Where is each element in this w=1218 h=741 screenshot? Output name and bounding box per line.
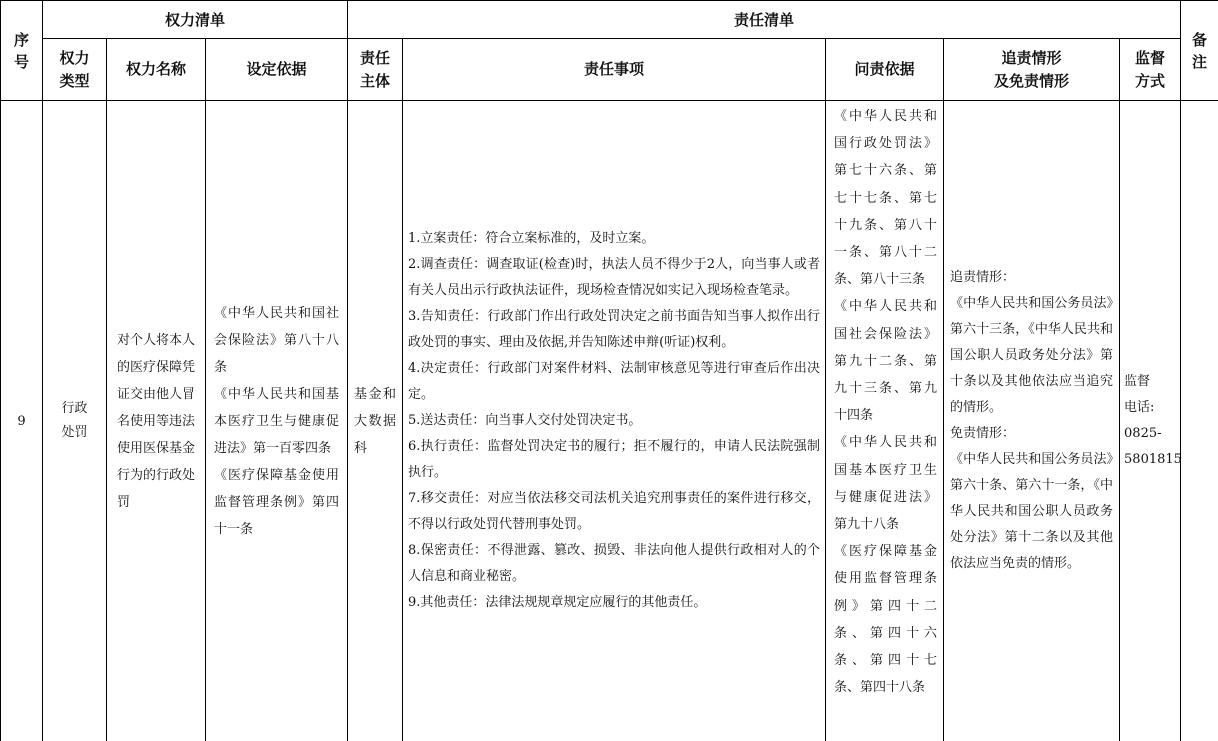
accountability-text: 《中华人民共和国行政处罚法》第七十六条、第七十七条、第七十九条、第八十一条、第八十二条、第八十三条 《中华人民共和国社会保险法》第九十二条、第九十三条、第九十四条 《中华人民共和国基本医疗卫生与健康促进法》第九十八条 《医疗保障基金使用监督管理条例》第四十二条、第四十六条、第四十七条、第四十八条 xyxy=(834,109,938,696)
header-accountability-basis: 问责依据 xyxy=(826,39,944,101)
header-responsible-subject: 责任 主体 xyxy=(348,39,403,101)
supervision-text: 监督 电话: 0825- 5801815 xyxy=(1124,374,1182,467)
cell-accountability-basis xyxy=(826,101,944,741)
header-row-1 xyxy=(1,1,1218,39)
cell-seq: 9 xyxy=(1,101,43,741)
header-basis: 设定依据 xyxy=(206,39,348,101)
subject-text: 基金和大数据科 xyxy=(354,386,397,456)
basis-text: 《中华人民共和国社会保险法》第八十八条 《中华人民共和国基本医疗卫生与健康促进法》第一百零四条 《医疗保障基金使用监督管理条例》第四十一条 xyxy=(214,305,340,537)
header-power-type: 权力 类型 xyxy=(43,39,107,101)
header-seq: 序 号 xyxy=(1,1,43,101)
list-item: 1.立案责任：符合立案标准的，及时立案。 xyxy=(408,231,655,246)
cell-remarks xyxy=(1181,101,1218,741)
cell-responsibility-items xyxy=(403,101,826,741)
header-row-2 xyxy=(1,39,1218,101)
list-item: 9.其他责任：法律法规规章规定应履行的其他责任。 xyxy=(408,595,707,610)
list-item: 8.保密责任：不得泄露、篡改、损毁、非法向他人提供行政相对人的个人信息和商业秘密。 xyxy=(408,543,821,584)
header-supervision: 监督 方式 xyxy=(1120,39,1181,101)
header-power-name: 权力名称 xyxy=(107,39,206,101)
header-responsibility-list: 责任清单 xyxy=(348,1,1181,39)
cell-power-name xyxy=(107,101,206,741)
header-power-list: 权力清单 xyxy=(43,1,348,39)
table-row xyxy=(1,101,1218,741)
list-item: 5.送达责任：向当事人交付处罚决定书。 xyxy=(408,413,642,428)
list-item: 6.执行责任：监督处罚决定书的履行；拒不履行的，申请人民法院强制执行。 xyxy=(408,439,821,480)
header-remarks: 备 注 xyxy=(1181,1,1218,101)
list-item: 2.调查责任：调查取证(检查)时，执法人员不得少于2人，向当事人或者有关人员出示行政执法证件，现场检查情况如实记入现场检查笔录。 xyxy=(408,257,821,298)
pursuit-text: 追责情形： 《中华人民共和国公务员法》第六十三条，《中华人民共和国公职人员政务处分法》第十条以及其他依法应当追究的情形。 免责情形： 《中华人民共和国公务员法》第六十条、第六十一条，《中华人民共和国公职人员政务处分法》第十二条以及其他依法应当免责的情形。 xyxy=(950,270,1114,571)
header-pursuit-exemption: 追责情形 及免责情形 xyxy=(944,39,1120,101)
list-item: 3.告知责任：行政部门作出行政处罚决定之前书面告知当事人拟作出行政处罚的事实、理由及依据,并告知陈述申辩(听证)权利。 xyxy=(408,309,821,350)
list-item: 4.决定责任：行政部门对案件材料、法制审核意见等进行审查后作出决定。 xyxy=(408,361,821,402)
cell-responsible-subject xyxy=(348,101,403,741)
list-item: 7.移交责任：对应当依法移交司法机关追究刑事责任的案件进行移交，不得以行政处罚代替刑事处罚。 xyxy=(408,491,821,532)
header-responsibility-items: 责任事项 xyxy=(403,39,826,101)
cell-supervision xyxy=(1120,101,1181,741)
cell-power-type: 行政 处罚 xyxy=(43,101,107,741)
responsibility-items-list xyxy=(403,226,825,616)
power-name-text: 对个人将本人的医疗保障凭证交由他人冒名使用等违法使用医保基金行为的行政处罚 xyxy=(117,332,196,510)
cell-pursuit-exemption xyxy=(944,101,1120,741)
cell-basis xyxy=(206,101,348,741)
